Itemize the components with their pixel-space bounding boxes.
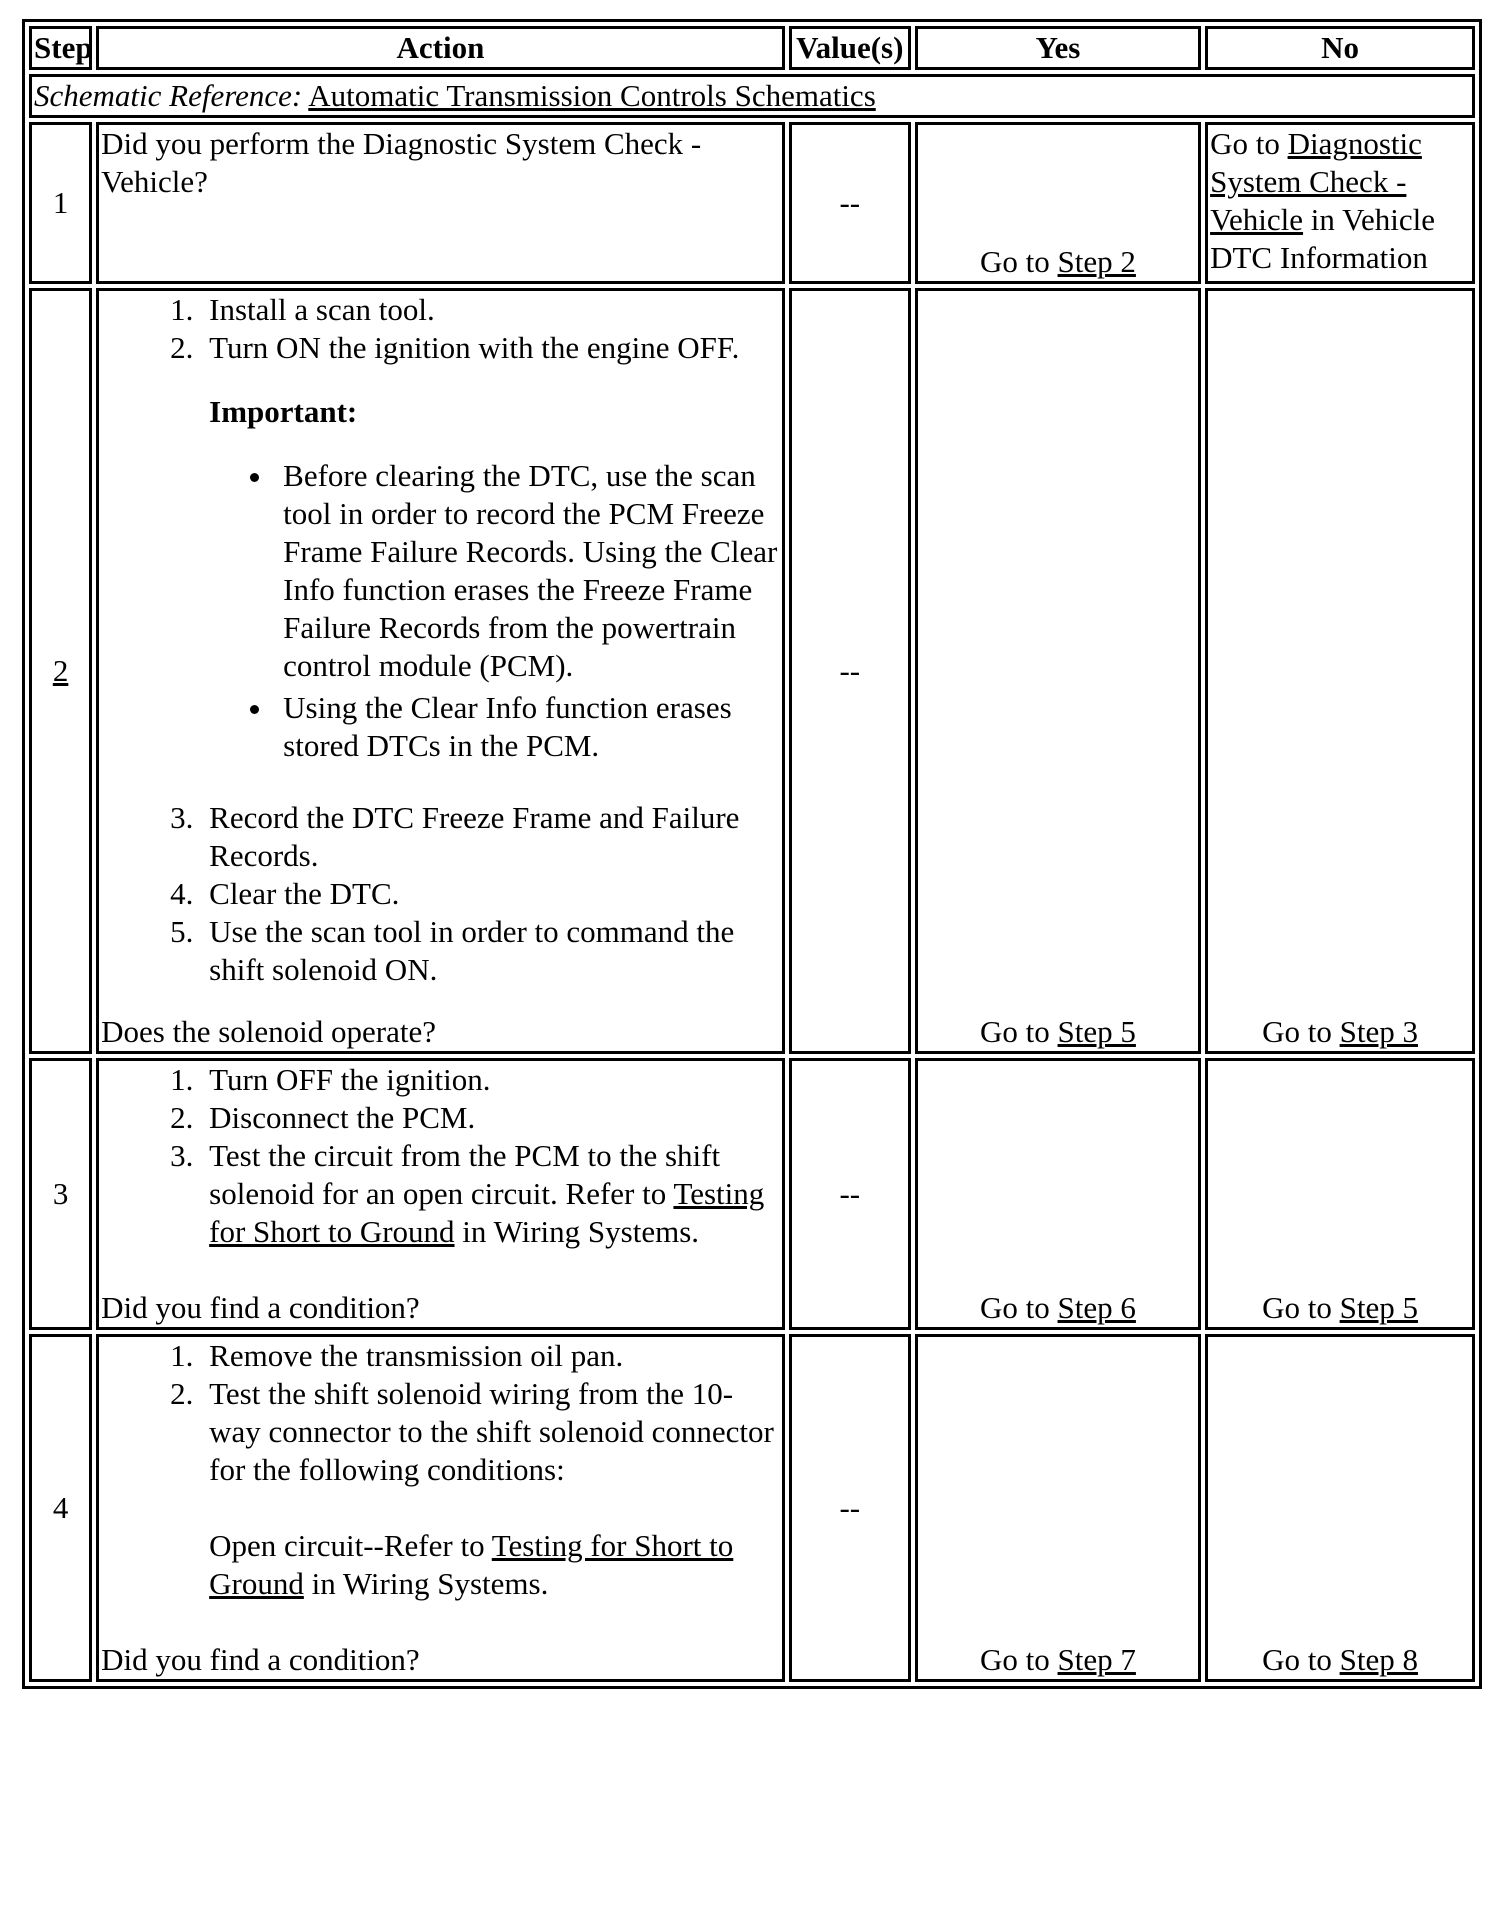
no-link[interactable]: Step 3	[1339, 1014, 1418, 1049]
yes-link[interactable]: Step 7	[1057, 1642, 1136, 1677]
list-item: 1. Install a scan tool.	[201, 291, 780, 329]
table-row	[29, 1058, 1475, 1330]
important-bullets	[209, 457, 780, 765]
list-item: 3. Record the DTC Freeze Frame and Failure Records.	[201, 799, 780, 875]
list-item-text: Turn ON the ignition with the engine OFF.	[209, 330, 740, 365]
yes-link[interactable]: Step 2	[1057, 244, 1136, 279]
steps-list	[101, 291, 780, 989]
question: Did you find a condition?	[101, 1290, 420, 1325]
header-values: Value(s)	[789, 26, 911, 70]
step-number	[29, 288, 92, 1054]
step-number: 4	[29, 1334, 92, 1682]
header-action: Action	[96, 26, 785, 70]
no-link[interactable]: Step 5	[1339, 1290, 1418, 1325]
no-cell	[1205, 1334, 1475, 1682]
yes-link[interactable]: Step 5	[1057, 1014, 1136, 1049]
list-item	[201, 329, 780, 799]
yes-cell	[915, 288, 1201, 1054]
value: --	[789, 288, 911, 1054]
diagnostic-table	[22, 19, 1482, 1689]
action-cell	[96, 1058, 785, 1330]
wiring-link[interactable]: Testing for Short to Ground	[209, 1528, 734, 1601]
list-item-text: Test the circuit from the PCM to the shift solenoid for an open circuit. Refer to	[209, 1138, 721, 1211]
wiring-link[interactable]: Testing for Short to Ground	[209, 1176, 765, 1249]
no-cell	[1205, 288, 1475, 1054]
header-yes: Yes	[915, 26, 1201, 70]
yes-cell	[915, 1334, 1201, 1682]
yes-prefix: Go to	[980, 1290, 1058, 1325]
sub-prefix: Open circuit--Refer to	[209, 1528, 492, 1563]
no-prefix: Go to	[1262, 1642, 1340, 1677]
yes-cell	[915, 1058, 1201, 1330]
action-cell	[96, 1334, 785, 1682]
important-label: Important:	[209, 394, 358, 429]
sub-note	[209, 1527, 780, 1603]
schematic-row	[29, 74, 1475, 118]
question: Does the solenoid operate?	[101, 1014, 436, 1049]
action-text: Did you perform the Diagnostic System Check - Vehicle?	[96, 122, 785, 284]
yes-cell	[915, 122, 1201, 284]
list-item: 1. Turn OFF the ignition.	[201, 1061, 780, 1099]
bullet-item: • Using the Clear Info function erases stored DTCs in the PCM.	[275, 689, 780, 765]
no-prefix: Go to	[1210, 126, 1288, 161]
header-step: Step	[29, 26, 92, 70]
step-number: 3	[29, 1058, 92, 1330]
list-item: 4. Clear the DTC.	[201, 875, 780, 913]
header-row	[29, 26, 1475, 70]
sub-suffix: in Wiring Systems.	[303, 1566, 549, 1601]
list-item	[201, 1375, 780, 1603]
no-prefix: Go to	[1262, 1290, 1340, 1325]
list-item: 5. Use the scan tool in order to command the shift solenoid ON.	[201, 913, 780, 989]
no-suffix: in Vehicle DTC Information	[1210, 202, 1436, 275]
list-item-text: Test the shift solenoid wiring from the 10-way connector to the shift solenoid connector for the following conditions:	[209, 1376, 774, 1487]
steps-list	[101, 1337, 780, 1603]
action-cell	[96, 288, 785, 1054]
no-prefix: Go to	[1262, 1014, 1340, 1049]
schematic-link[interactable]: Automatic Transmission Controls Schematics	[308, 78, 876, 113]
header-no: No	[1205, 26, 1475, 70]
question: Did you find a condition?	[101, 1642, 420, 1677]
no-link[interactable]: Diagnostic System Check - Vehicle	[1210, 126, 1422, 237]
table-row	[29, 288, 1475, 1054]
yes-prefix: Go to	[980, 1642, 1058, 1677]
steps-list	[101, 1061, 780, 1251]
no-cell	[1205, 122, 1475, 284]
yes-prefix: Go to	[980, 244, 1058, 279]
list-item-suffix: in Wiring Systems.	[454, 1214, 700, 1249]
no-link[interactable]: Step 8	[1339, 1642, 1418, 1677]
step-number: 1	[29, 122, 92, 284]
yes-prefix: Go to	[980, 1014, 1058, 1049]
step-link[interactable]: 2	[52, 653, 69, 688]
yes-link[interactable]: Step 6	[1057, 1290, 1136, 1325]
schematic-label: Schematic Reference:	[34, 78, 303, 113]
value: --	[789, 1058, 911, 1330]
no-cell	[1205, 1058, 1475, 1330]
table-row	[29, 1334, 1475, 1682]
list-item: 2. Disconnect the PCM.	[201, 1099, 780, 1137]
bullet-item: • Before clearing the DTC, use the scan tool in order to record the PCM Freeze Frame Failure Records. Using the Clear Info function erases the Freeze Frame Failure Records from the powertrain control module (PCM).	[275, 457, 780, 685]
value: --	[789, 1334, 911, 1682]
table-row	[29, 122, 1475, 284]
value: --	[789, 122, 911, 284]
list-item: 1. Remove the transmission oil pan.	[201, 1337, 780, 1375]
list-item	[201, 1137, 780, 1251]
